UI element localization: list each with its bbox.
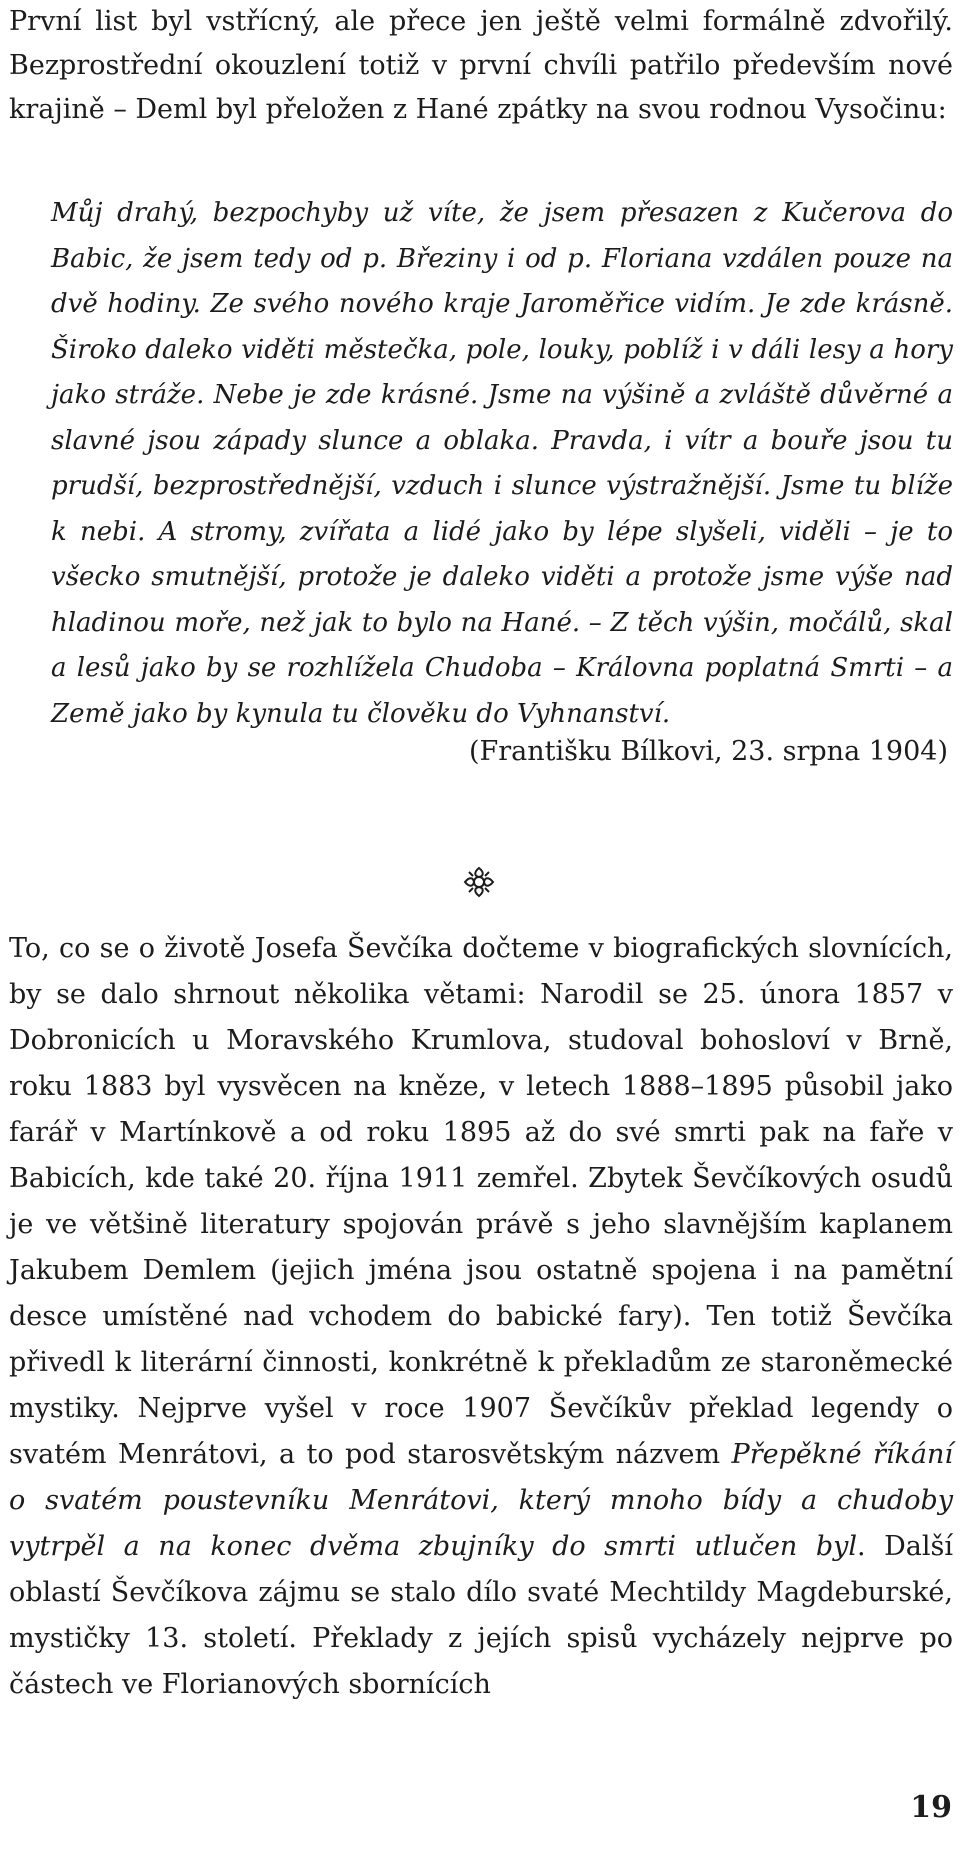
body-text-part2: . Další oblastí Ševčíkova zájmu se stalo dílo svaté Mechtildy Magdeburské, mystičky 13. století. Překlady z jejích spisů vycházely nejprve po částech ve Florianových sbornících xyxy=(9,1531,953,1700)
intro-paragraph: První list byl vstřícný, ale přece jen ještě velmi formálně zdvořilý. Bezprostřední okouzlení totiž v první chvíli patřilo především nové krajině – Deml byl přeložen z Hané zpátky na svou rodnou Vysočinu: xyxy=(9,6,953,125)
body-text-part1: To, co se o životě Josefa Ševčíka dočteme v biografických slovnících, by se dalo shrnout několika větami: Narodil se 25. února 1857 v Dobronicích u Moravského Krumlova, studoval bohosloví v Brně, roku 1883 byl vysvěcen na kněze, v letech 1888–1895 působil jako farář v Martínkově a od roku 1895 až do své smrti pak na faře v Babicích, kde také 20. října 1911 zemřel. Zbytek Ševčíkových osudů je ve většině literatury spojován právě s jeho slavnějším kaplanem Jakubem Demlem (jejich jména jsou ostatně spojena i na pamětní desce umístěné nad vchodem do babické fary). Ten totiž Ševčíka přivedl k literární činnosti, konkrétně k překladům ze staroněmecké mystiky. Nejprve vyšel v roce 1907 Ševčíkův překlad legendy o svatém Menrátovi, a to pod starosvětským názvem xyxy=(9,933,953,1470)
body-paragraph xyxy=(9,926,953,1708)
floral-ornament-icon xyxy=(460,864,498,900)
letter-signature: (Františku Bílkovi, 23. srpna 1904) xyxy=(469,736,948,767)
book-title-italic: Přepěkné říkání o svatém poustevníku Menrátovi, který mnoho bídy a chudoby vytrpěl a na konec dvěma zbujníky do smrti utlučen byl xyxy=(9,1439,953,1562)
quoted-letter: Můj drahý, bezpochyby už víte, že jsem přesazen z Kučerova do Babic, že jsem tedy od p. Březiny i od p. Floriana vzdálen pouze na dvě hodiny. Ze svého nového kraje Jaroměřice vidím. Je zde krásně. Široko daleko viděti městečka, pole, louky, poblíž i v dáli lesy a hory jako stráže. Nebe je zde krásné. Jsme na výšině a zvláště důvěrné a slavné jsou západy slunce a oblaka. Pravda, i vítr a bouře jsou tu prudší, bezprostřednější, vzduch i slunce výstražnější. Jsme tu blíže k nebi. A stromy, zvířata a lidé jako by lépe slyšeli, viděli – je to všecko smutnější, protože je daleko viděti a protože jsme výše nad hladinou moře, než jak to bylo na Hané. – Z těch výšin, močálů, skal a lesů jako by se rozhlížela Chudoba – Královna poplatná Smrti – a Země jako by kynula tu člověku do Vyhnanství. xyxy=(51,198,953,729)
page-number: 19 xyxy=(910,1790,952,1825)
